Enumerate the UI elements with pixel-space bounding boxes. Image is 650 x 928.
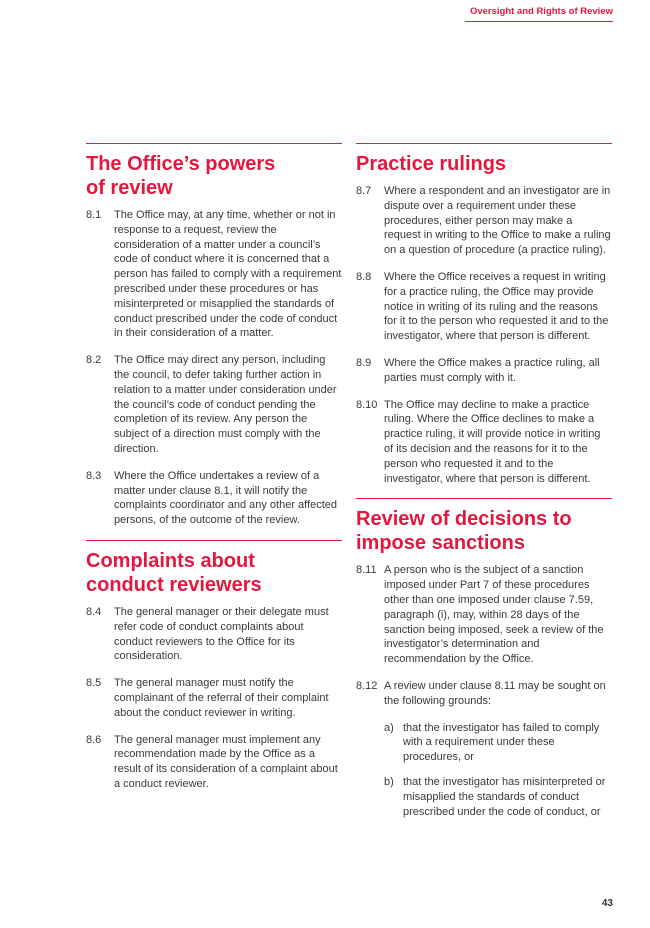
clause-8-2 (86, 353, 342, 457)
page-number: 43 (601, 898, 613, 909)
sub-item-a (384, 721, 612, 765)
clause-8-4 (86, 605, 342, 664)
clause-8-7 (356, 184, 612, 258)
clause-text: A review under clause 8.11 may be sought on the following grounds: (384, 679, 606, 707)
clause-text: Where the Office makes a practice ruling, all parties must comply with it. (384, 356, 600, 384)
left-column (86, 143, 342, 804)
clause-number: 8.2 (86, 354, 102, 367)
clause-number: 8.7 (356, 185, 372, 197)
section-title-practice-rulings: Practice rulings (356, 153, 507, 175)
section-divider (86, 143, 342, 144)
sub-item-b (384, 775, 612, 819)
clause-number: 8.8 (356, 270, 372, 283)
clause-number: 8.5 (86, 677, 102, 690)
section-title-powers-of-review: The Office’s powers of review (86, 153, 276, 199)
clause-text: The general manager or their delegate must refer code of conduct complaints about conduct reviewers to the Office for its consideration. (114, 605, 329, 663)
clause-8-12 (356, 679, 612, 709)
clause-number: 8.10 (356, 398, 378, 411)
clause-number: 8.12 (356, 679, 378, 692)
clause-8-5 (86, 676, 342, 720)
clause-text: A person who is the subject of a sanction imposed under Part 7 of these procedures other than one imposed under clause 7.59, paragraph (i), may, within 28 days of the sanction being imposed, seek a review of the investigator’s determination and recommendation by the Office. (384, 564, 604, 666)
clause-text: Where a respondent and an investigator are in dispute over a requirement under these procedures, either person may make a request in writing to the Office to make a ruling on a question of procedure (a practice ruling). (384, 185, 611, 257)
running-header: Oversight and Rights of Review (465, 6, 613, 22)
section-divider (86, 540, 342, 541)
clause-8-11 (356, 563, 612, 667)
clause-8-8 (356, 270, 612, 344)
clause-text: Where the Office receives a request in writing for a practice ruling, the Office may provide notice in writing of its ruling and the reasons for it to the person who requested it and to the investigator, where that person is different. (384, 270, 609, 343)
clause-text: The Office may, at any time, whether or not in response to a request, review the consideration of a matter under a council’s code of conduct where it is concerned that a person has failed to comply with a requirement prescribed under these procedures or has misinterpreted or misapplied the standards of conduct prescribed under the code of conduct in their consideration of a matter. (114, 209, 342, 340)
clause-number: 8.1 (86, 209, 102, 221)
section-title-review-of-decisions: Review of decisions to impose sanctions (356, 508, 572, 555)
clause-text: The Office may direct any person, including the council, to defer taking further action in relation to a matter under consideration under the council’s code of conduct pending the completion of its review. Any person the subject of a direction must comply with the direction. (114, 354, 337, 455)
section-divider (356, 143, 612, 144)
section-title-complaints-about-conduct-reviewers: Complaints about conduct reviewers (86, 549, 262, 596)
sub-item-text: that the investigator has misinterpreted or misapplied the standards of conduct prescribed under the code of conduct, or (403, 775, 606, 818)
sub-item-text: that the investigator has failed to comply with a requirement under these procedures, or (403, 721, 600, 764)
sub-item-letter: b) (384, 775, 394, 788)
clause-8-6 (86, 733, 342, 792)
clause-number: 8.9 (356, 356, 372, 369)
clause-number: 8.6 (86, 733, 102, 746)
clause-number: 8.4 (86, 605, 102, 618)
clause-text: The general manager must implement any recommendation made by the Office as a result of its consideration of a complaint about a conduct reviewer. (114, 733, 338, 790)
sub-item-letter: a) (384, 721, 394, 734)
clause-number: 8.3 (86, 469, 102, 482)
section-divider (356, 498, 612, 499)
clause-text: The general manager must notify the complainant of the referral of their complaint about the conduct reviewer in writing. (114, 677, 329, 719)
clause-text: The Office may decline to make a practice ruling. Where the Office declines to make a practice ruling, it will provide notice in writing of its decision and the reasons for it to the person who requested it and to the investigator, where that person is different. (384, 398, 601, 485)
clause-text: Where the Office undertakes a review of a matter under clause 8.1, it will notify the complaints coordinator and any other affected persons, of the outcome of the review. (114, 469, 337, 527)
clause-8-1 (86, 208, 342, 341)
clause-8-9 (356, 356, 612, 386)
clause-8-3 (86, 469, 342, 528)
right-column (356, 143, 612, 829)
clause-8-10 (356, 398, 612, 487)
clause-number: 8.11 (356, 564, 377, 577)
